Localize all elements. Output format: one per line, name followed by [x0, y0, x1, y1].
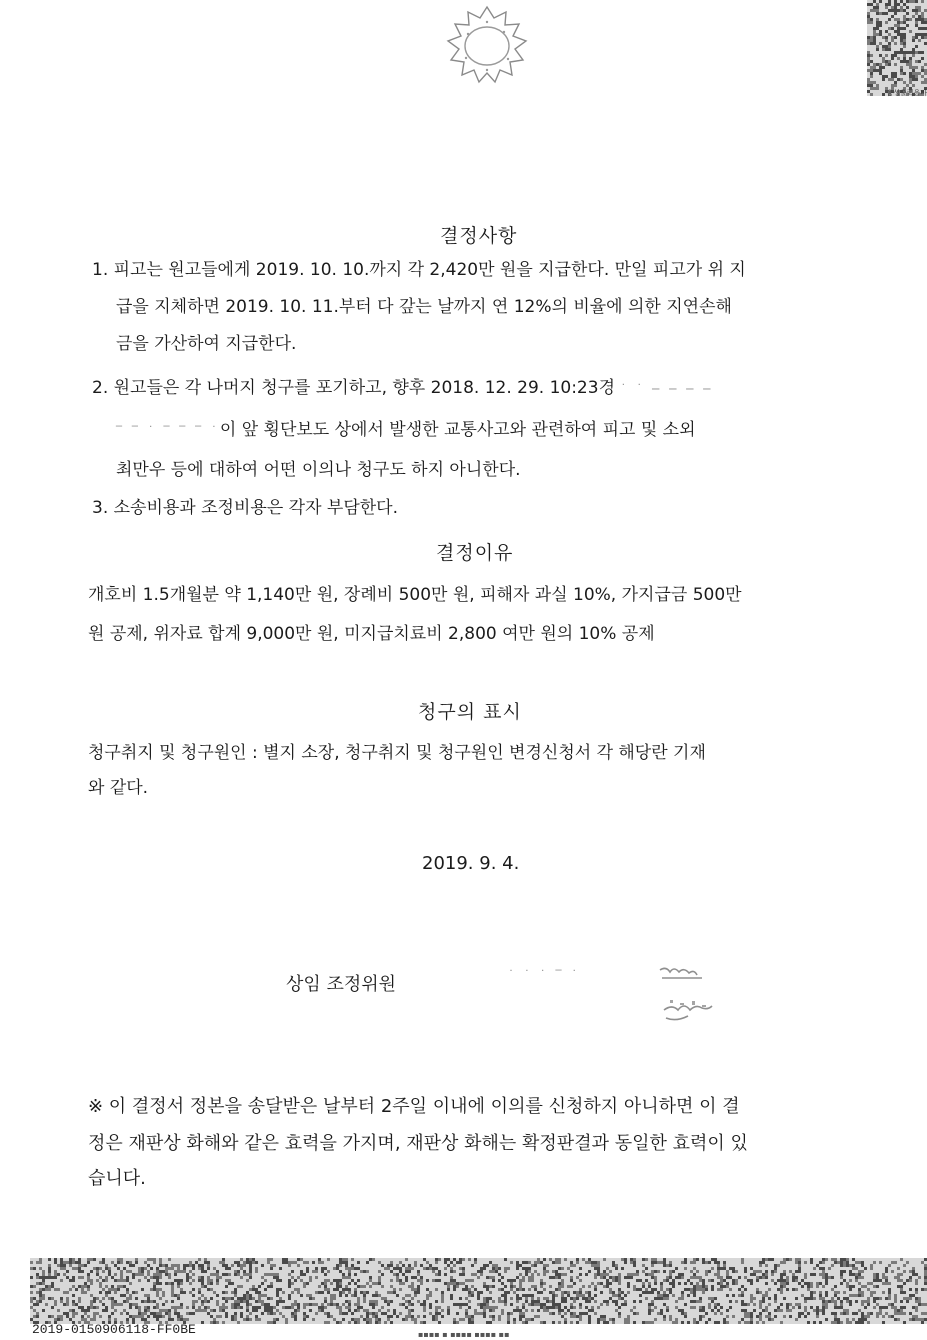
claim-title: 청구의 표시 — [418, 701, 522, 723]
signature-stamp-icon — [650, 960, 730, 1032]
qr-code-icon — [867, 0, 927, 96]
reasons-line-1: 개호비 1.5개월분 약 1,140만 원, 장례비 500만 원, 피해자 과실 10%, 가지급금 500만 — [88, 585, 742, 605]
decision-item-1-line-1: 1. 피고는 원고들에게 2019. 10. 10.까지 각 2,420만 원을 지급한다. 만일 피고가 위 지 — [92, 260, 746, 280]
decision-title: 결정사항 — [440, 225, 518, 247]
redacted-text: ˙ ˙ ─ ─ ─ ─ — [620, 382, 714, 396]
claim-line-2: 와 같다. — [88, 778, 149, 798]
footer-note-icon: ▪▪▪▪ ▪ ▪▪▪▪ ▪▪▪▪ ▪▪ — [418, 1330, 510, 1339]
barcode-strip-icon — [30, 1258, 927, 1324]
notice-line-1: ※ 이 결정서 정본을 송달받은 날부터 2주일 이내에 이의를 신청하지 아니하면 이 결 — [88, 1096, 740, 1117]
decision-item-1-line-2: 급을 지체하면 2019. 10. 11.부터 다 갚는 날까지 연 12%의 비율에 의한 지연손해 — [116, 297, 732, 317]
decision-item-1-line-3: 금을 가산하여 지급한다. — [116, 334, 297, 354]
court-seal-icon — [438, 4, 536, 86]
reasons-line-2: 원 공제, 위자료 합계 9,000만 원, 미지급치료비 2,800 여만 원의 10% 공제 — [88, 624, 655, 644]
document-code: 2019-0150906118-FF0BE — [32, 1322, 196, 1337]
reasons-title: 결정이유 — [436, 542, 514, 564]
redacted-text: ‾ ‾ ˙ ‾ ‾ ‾ ˙ — [116, 424, 220, 438]
notice-line-3: 습니다. — [88, 1168, 146, 1189]
notice-line-2: 정은 재판상 화해와 같은 효력을 가지며, 재판상 화해는 확정판결과 동일한 효력이 있 — [88, 1133, 748, 1154]
redacted-name: ˙ ˙ ˙ ‾ ˙ — [508, 968, 581, 982]
decision-date: 2019. 9. 4. — [422, 853, 520, 874]
decision-item-2-line-1: 2. 원고들은 각 나머지 청구를 포기하고, 향후 2018. 12. 29. 10:23경 ˙ ˙ ─ ─ ─ ─ — [92, 370, 713, 408]
claim-line-1: 청구취지 및 청구원인 : 별지 소장, 청구취지 및 청구원인 변경신청서 각 해당란 기재 — [88, 743, 706, 763]
qr-label: 음성출력용바 — [886, 89, 927, 97]
decision-item-3-line-1: 3. 소송비용과 조정비용은 각자 부담한다. — [92, 498, 398, 518]
signer-role: 상임 조정위원 — [286, 974, 397, 995]
decision-item-2-line-3: 최만우 등에 대하여 어떤 이의나 청구도 하지 아니한다. — [116, 460, 521, 480]
decision-item-2-line-2: ‾ ‾ ˙ ‾ ‾ ‾ ˙이 앞 횡단보도 상에서 발생한 교통사고와 관련하여 피고 및 소외 — [116, 412, 696, 450]
